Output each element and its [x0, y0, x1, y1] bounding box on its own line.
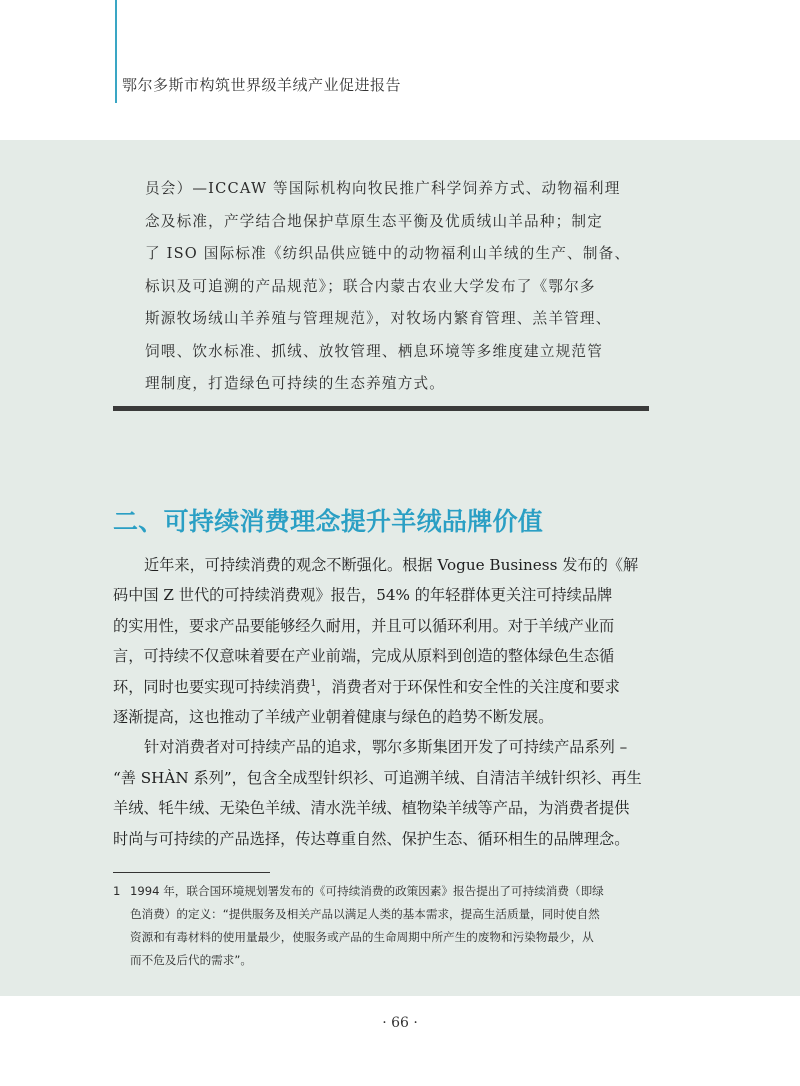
- box-line: 念及标准，产学结合地保护草原生态平衡及优质绒山羊品种；制定: [145, 212, 604, 230]
- box-line: 了 ISO 国际标准《纺织品供应链中的动物福利山羊绒的生产、制备、: [145, 245, 631, 262]
- footnote-ref[interactable]: 1: [310, 678, 317, 689]
- paragraph-line: [113, 672, 653, 702]
- footnote-separator: [113, 872, 270, 873]
- body-text: [113, 550, 653, 854]
- footnote-line: 资源和有毒材料的使用量最少，使服务或产品的生命周期中所产生的废物和污染物最少，从: [130, 930, 594, 944]
- box-line: 标识及可追溯的产品规范》；联合内蒙古农业大学发布了《鄂尔多: [145, 277, 596, 295]
- footnote-line: [113, 880, 653, 903]
- paragraph-line: 码中国 Z 世代的可持续消费观》报告，54% 的年轻群体更关注可持续品牌: [113, 586, 613, 605]
- paragraph-line-part: ，消费者对于环保性和安全性的关注度和要求: [316, 677, 620, 696]
- highlight-box-text: [145, 173, 635, 401]
- footnote-line: 色消费）的定义：“提供服务及相关产品以满足人类的基本需求，提高生活质量，同时使自然: [130, 907, 600, 921]
- box-bottom-rule: [113, 406, 649, 411]
- paragraph-line: 近年来，可持续消费的观念不断强化。根据 Vogue Business 发布的《解: [144, 556, 639, 574]
- footnote-number: 1: [113, 884, 121, 898]
- header-accent-line: [115, 0, 117, 103]
- section-heading: 二、可持续消费理念提升羊绒品牌价值: [113, 507, 544, 536]
- footnote: [113, 880, 653, 972]
- footnote-text: 1994 年，联合国环境规划署发布的《可持续消费的政策因素》报告提出了可持续消费（即绿: [130, 884, 604, 898]
- box-line: 理制度，打造绿色可持续的生态养殖方式。: [145, 375, 446, 392]
- page-header: [0, 0, 800, 140]
- paragraph-line: “善 SHÀN 系列”，包含全成型针织衫、可追溯羊绒、自清洁羊绒针织衫、再生: [113, 768, 642, 787]
- box-line: 员会）—ICCAW 等国际机构向牧民推广科学饲养方式、动物福利理: [145, 180, 621, 197]
- paragraph-line: 逐渐提高，这也推动了羊绒产业朝着健康与绿色的趋势不断发展。: [113, 708, 554, 727]
- paragraph-line: 羊绒、牦牛绒、无染色羊绒、清水洗羊绒、植物染羊绒等产品，为消费者提供: [113, 799, 630, 818]
- box-line: 饲喂、饮水标准、抓绒、放牧管理、栖息环境等多维度建立规范管: [145, 342, 604, 360]
- paragraph-line: 针对消费者对可持续产品的追求，鄂尔多斯集团开发了可持续产品系列 –: [144, 738, 628, 757]
- paragraph-line: 的实用性，要求产品要能够经久耐用，并且可以循环利用。对于羊绒产业而: [113, 616, 615, 635]
- paragraph-line: 言，可持续不仅意味着要在产业前端，完成从原料到创造的整体绿色生态循: [113, 647, 615, 666]
- running-title: 鄂尔多斯市构筑世界级羊绒产业促进报告: [122, 76, 402, 94]
- footnote-line: 而不危及后代的需求”。: [130, 953, 252, 967]
- paragraph-line: 时尚与可持续的产品选择，传达尊重自然、保护生态、循环相生的品牌理念。: [113, 829, 630, 848]
- page-number: · 66 ·: [382, 1015, 418, 1031]
- box-line: 斯源牧场绒山羊养殖与管理规范》，对牧场内繁育管理、羔羊管理、: [145, 310, 612, 327]
- paragraph-line-part: 环，同时也要实现可持续消费: [113, 677, 311, 696]
